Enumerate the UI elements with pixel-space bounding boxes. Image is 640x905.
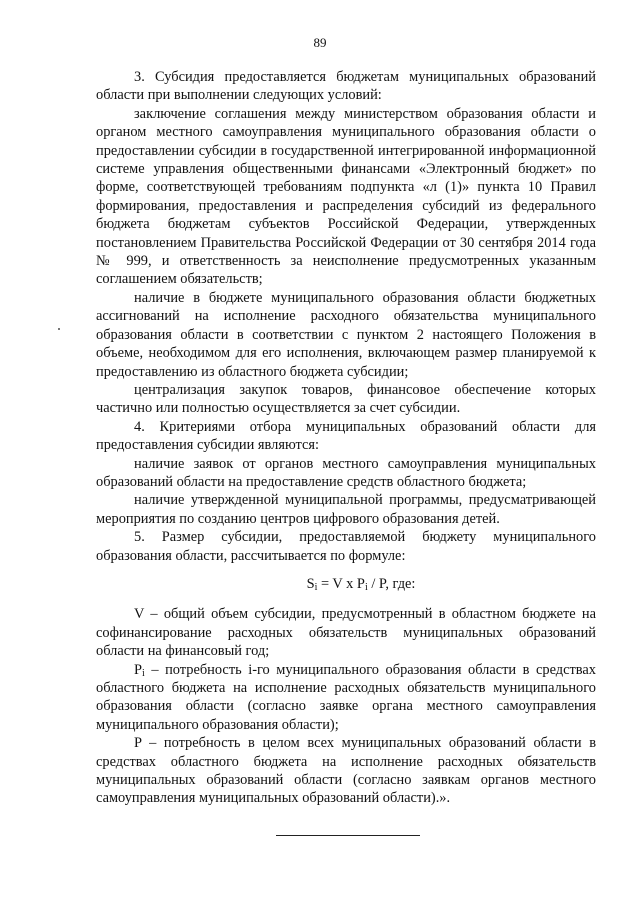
definition-pi-subscript: i [142,667,145,679]
paragraph-agreement-condition: заключение соглашения между министерством образования области и органом местного самоуправления муниципального образования области о предоставлении субсидии в государственной интегрированной информационной системе управления общественными финансами «Электронный бюджет» по форме, соответствующей требованиям подпункта «л (1)» пункта 10 Правил формирования, предоставления и распределения субсидий из федерального бюджета бюджетам субъектов Российской Федерации, утвержденных постановлением Правительства Российской Федерации от 30 сентября 2014 года № 999, и ответственность за неисполнение предусмотренных указанным соглашением обязательств; [96,105,596,288]
paragraph-budget-allocation-condition: наличие в бюджете муниципального образования области бюджетных ассигнований на исполнение расходного обязательства муниципального образования области в соответствии с пунктом 2 настоящего Положения в объеме, необходимом для его исполнения, включающем размер планируемой к предоставлению из областного бюджета субсидии; [96,289,596,380]
scan-speck [58,328,60,330]
paragraph-criterion-program: наличие утвержденной муниципальной программы, предусматривающей мероприятия по созданию центров цифрового образования детей. [96,492,596,527]
paragraph-definition-p: P – потребность в целом всех муниципальных образований области в средствах областного бюджета на исполнение расходных обязательств муниципальных образований области (согласно заявкам органов местного самоуправления муниципальных образований области).». [96,735,596,807]
page-number: 89 [313,35,327,50]
definition-pi-text: – потребность i-го муниципального образования области в средствах областного бюджета на исполнение расходных обязательств муниципального образования области (согласно заявке органа местного самоуправления муниципального образования области); [96,661,596,733]
paragraph-criterion-applications: наличие заявок от органов местного самоуправления муниципальных образований области на предоставление средств областного бюджета; [96,455,596,490]
formula-middle: = V x P [317,575,365,592]
definition-pi-symbol: P [134,661,143,678]
paragraph-subsidy-conditions: 3. Субсидия предоставляется бюджетам муниципальных образований области при выполнении следующих условий: [96,69,596,104]
closing-rule [276,835,420,836]
formula-s-symbol: S [306,575,315,592]
document-body [96,68,596,808]
formula-s-subscript: i [314,581,318,593]
paragraph-definition-v: V – общий объем субсидии, предусмотренный в областном бюджете на софинансирование расходных обязательств муниципальных образований области на финансовый год; [96,606,596,660]
paragraph-definition-pi [96,661,596,735]
formula-tail: / P, где: [367,575,416,592]
subsidy-formula [96,575,596,593]
paragraph-procurement-condition: централизация закупок товаров, финансовое обеспечение которых частично или полностью осуществляется за счет субсидии. [96,381,596,417]
paragraph-subsidy-size: 5. Размер субсидии, предоставляемой бюджету муниципального образования области, рассчитывается по формуле: [96,529,596,564]
paragraph-selection-criteria: 4. Критериями отбора муниципальных образований области для предоставления субсидии являются: [96,418,596,454]
formula-p-subscript: i [364,581,368,593]
